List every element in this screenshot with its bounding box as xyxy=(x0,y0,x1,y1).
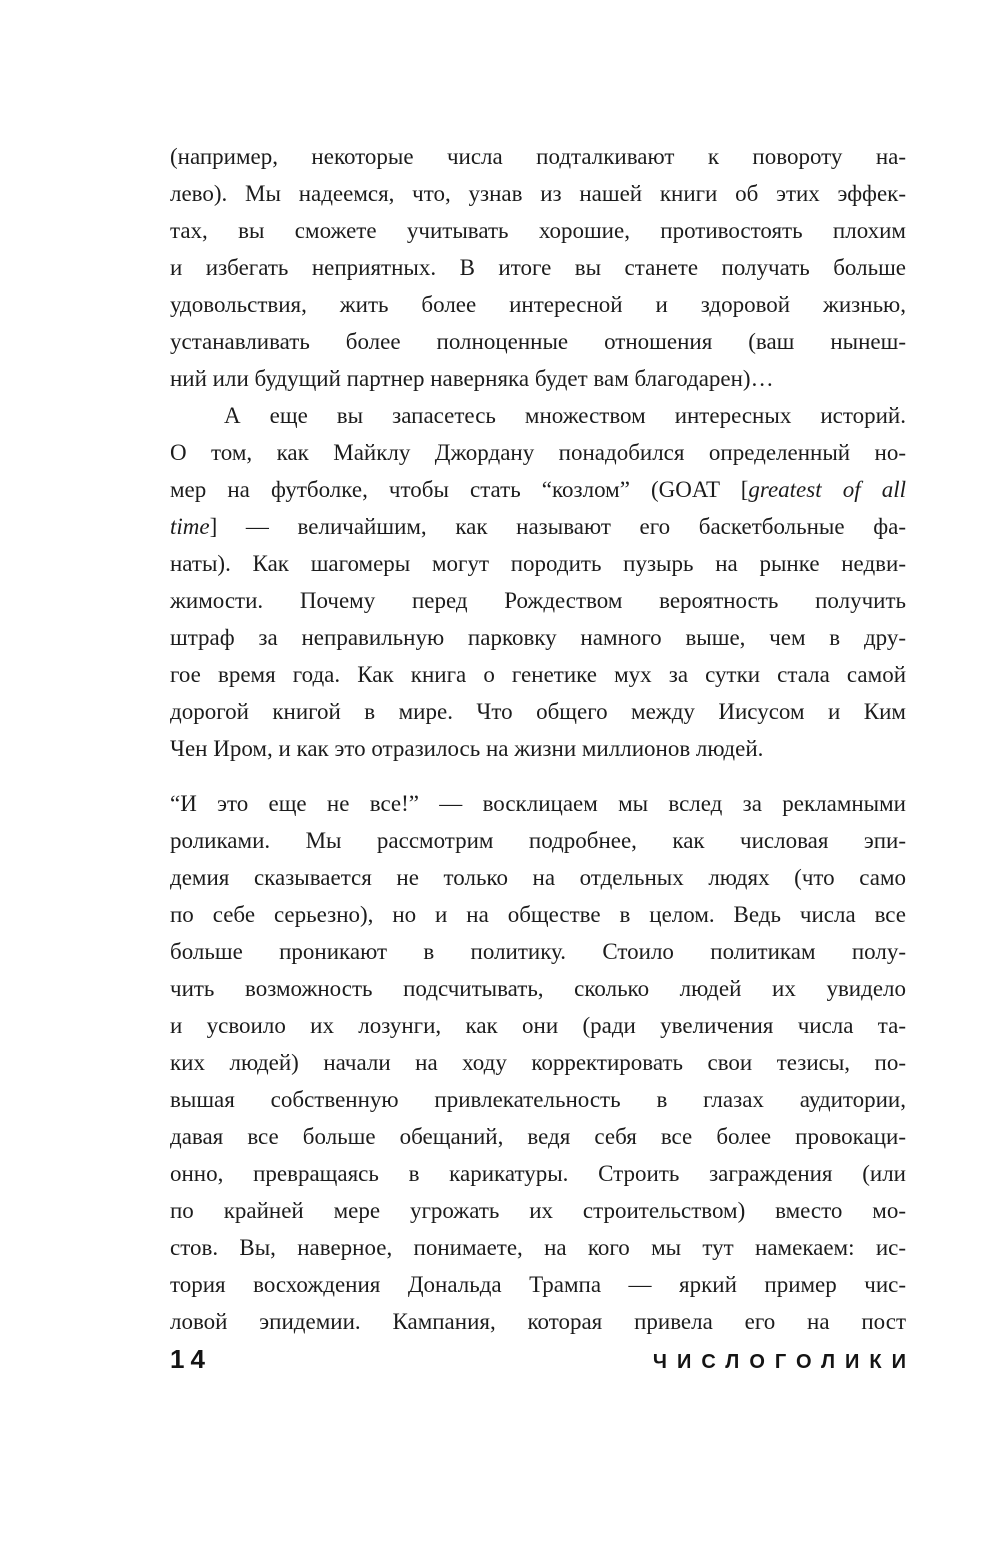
text-line: гое время года. Как книга о генетике мух за сутки стала самой xyxy=(170,662,906,687)
page-number: 14 xyxy=(170,1344,211,1374)
text-line: наты). Как шагомеры могут породить пузырь на рынке недви- xyxy=(170,551,906,576)
text-line: ких людей) начали на ходу корректировать свои тезисы, по- xyxy=(170,1050,906,1075)
italic-segment: greatest of all xyxy=(748,477,906,502)
text-line: лево). Мы надеемся, что, узнав из нашей книги об этих эффек- xyxy=(170,181,906,206)
text-line: дорогой книгой в мире. Что общего между Иисусом и Ким xyxy=(170,699,906,724)
paragraph xyxy=(170,785,906,1340)
text-line: по крайней мере угрожать их строительством) вместо мо- xyxy=(170,1198,906,1223)
text-line: Чен Иром, и как это отразилось на жизни миллионов людей. xyxy=(170,736,764,761)
text-line: устанавливать более полноценные отношения (ваш нынеш- xyxy=(170,329,906,354)
text-line: штраф за неправильную парковку намного выше, чем в дру- xyxy=(170,625,906,650)
text-line: удовольствия, жить более интересной и здоровой жизнью, xyxy=(170,292,906,317)
text-line: больше проникают в политику. Стоило политикам полу- xyxy=(170,939,906,964)
italic-segment: time xyxy=(170,514,210,539)
text-line: тах, вы сможете учитывать хорошие, противостоять плохим xyxy=(170,218,906,243)
paragraph xyxy=(170,397,906,767)
text-line: демия сказывается не только на отдельных людях (что само xyxy=(170,865,906,890)
text-line: time] — величайшим, как называют его баскетбольные фа- xyxy=(170,514,906,539)
page-footer xyxy=(170,1344,916,1375)
text-line: и усвоило их лозунги, как они (ради увеличения числа та- xyxy=(170,1013,906,1038)
text-line: по себе серьезно), но и на обществе в целом. Ведь числа все xyxy=(170,902,906,927)
text-line: роликами. Мы рассмотрим подробнее, как числовая эпи- xyxy=(170,828,906,853)
text-line: чить возможность подсчитывать, сколько людей их увидело xyxy=(170,976,906,1001)
text-line: мер на футболке, чтобы стать “козлом” (GOAT [greatest of all xyxy=(170,477,906,502)
text-line: ний или будущий партнер наверняка будет вам благодарен)… xyxy=(170,366,774,391)
text-line: О том, как Майклу Джордану понадобился определенный но- xyxy=(170,440,906,465)
text-line: ловой эпидемии. Кампания, которая привела его на пост xyxy=(170,1309,906,1334)
text-line: (например, некоторые числа подталкивают к повороту на- xyxy=(170,144,906,169)
text-line: “И это еще не все!” — восклицаем мы вслед за рекламными xyxy=(170,791,906,816)
text-line: онно, превращаясь в карикатуры. Строить заграждения (или xyxy=(170,1161,906,1186)
text-line: жимости. Почему перед Рождеством вероятность получить xyxy=(170,588,906,613)
text-line: вышая собственную привлекательность в глазах аудитории, xyxy=(170,1087,906,1112)
body-text xyxy=(170,138,906,1340)
text-line: тория восхождения Дональда Трампа — яркий пример чис- xyxy=(170,1272,906,1297)
text-line: давая все больше обещаний, ведя себя все более провокаци- xyxy=(170,1124,906,1149)
text-line: А еще вы запасетесь множеством интересных историй. xyxy=(224,403,906,428)
text-line: стов. Вы, наверное, понимаете, на кого мы тут намекаем: ис- xyxy=(170,1235,906,1260)
running-title: ЧИСЛОГОЛИКИ xyxy=(652,1351,916,1373)
paragraph xyxy=(170,138,906,397)
text-line: и избегать неприятных. В итоге вы станете получать больше xyxy=(170,255,906,280)
